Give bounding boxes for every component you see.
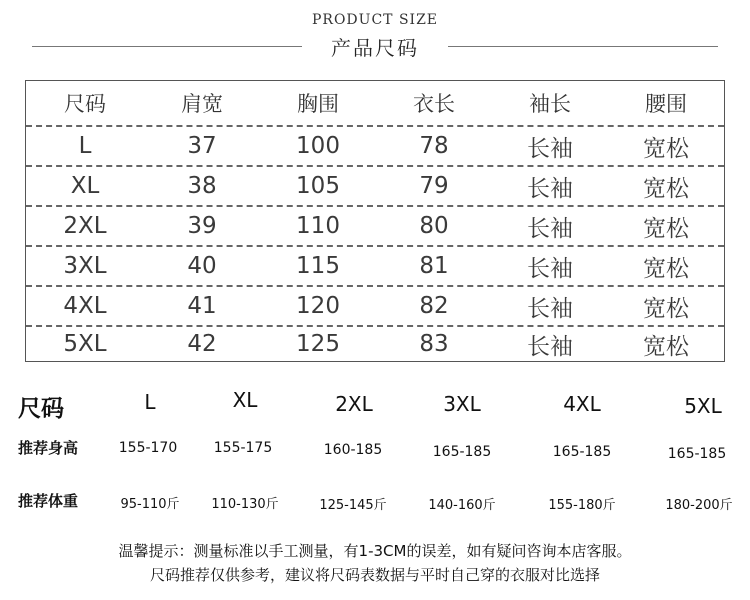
table-cell: 82	[419, 293, 449, 319]
table-cell: 100	[296, 133, 340, 159]
table-cell: XL	[70, 173, 100, 199]
header-title-en: PRODUCT SIZE	[311, 12, 439, 28]
height-value: 155-170	[118, 440, 178, 456]
table-row	[26, 327, 724, 361]
table-cell: 83	[419, 331, 449, 357]
height-label: 推荐身高	[18, 439, 79, 457]
weight-value: 125-145斤	[319, 498, 387, 513]
table-cell: 长袖	[527, 333, 573, 360]
weight-value: 110-130斤	[211, 497, 279, 512]
weight-value: 140-160斤	[428, 498, 496, 513]
table-row	[26, 247, 724, 285]
table-cell: 3XL	[63, 253, 107, 279]
column-header: 衣长	[413, 92, 455, 116]
table-cell: 110	[296, 213, 340, 239]
table-cell: 40	[187, 253, 217, 279]
table-cell: 长袖	[527, 255, 573, 282]
table-cell: 80	[419, 213, 449, 239]
table-cell: 宽松	[643, 135, 689, 162]
table-cell: 长袖	[527, 295, 573, 322]
weight-value: 155-180斤	[548, 498, 616, 513]
table-cell: 2XL	[63, 213, 107, 239]
table-cell: L	[78, 133, 92, 159]
notice-line-1: 温馨提示：测量标准以手工测量，有1-3CM的误差，如有疑问咨询本店客服。	[118, 542, 632, 560]
size-recommendation	[0, 378, 750, 518]
size-table	[25, 80, 725, 362]
header-divider-right	[448, 46, 718, 47]
column-header: 肩宽	[181, 92, 223, 116]
table-cell: 78	[419, 133, 449, 159]
table-cell: 37	[187, 133, 217, 159]
table-cell: 宽松	[643, 295, 689, 322]
table-cell: 长袖	[527, 175, 573, 202]
height-value: 165-185	[432, 444, 492, 460]
table-cell: 宽松	[643, 333, 689, 360]
table-cell: 42	[187, 331, 217, 357]
size-value: 4XL	[563, 392, 601, 416]
weight-label: 推荐体重	[18, 492, 79, 510]
table-cell: 宽松	[643, 215, 689, 242]
notice-line-2: 尺码推荐仅供参考，建议将尺码表数据与平时自己穿的衣服对比选择	[149, 566, 600, 584]
table-cell: 4XL	[63, 293, 107, 319]
table-cell: 38	[187, 173, 217, 199]
size-value: 5XL	[684, 394, 722, 418]
table-cell: 长袖	[527, 215, 573, 242]
header-title-cn: 产品尺码	[331, 36, 419, 60]
table-cell: 81	[419, 253, 449, 279]
table-row	[26, 207, 724, 245]
column-header: 尺码	[64, 92, 106, 116]
height-value: 165-185	[667, 446, 727, 462]
table-cell: 115	[296, 253, 340, 279]
size-value: L	[144, 390, 156, 414]
table-header-row	[26, 81, 724, 125]
table-cell: 长袖	[527, 135, 573, 162]
column-header: 腰围	[645, 92, 687, 116]
table-cell: 39	[187, 213, 217, 239]
height-value: 160-185	[323, 442, 383, 458]
height-value: 155-175	[213, 440, 273, 456]
header-divider-left	[32, 46, 302, 47]
table-cell: 120	[296, 293, 340, 319]
weight-value: 95-110斤	[120, 497, 180, 512]
table-cell: 宽松	[643, 255, 689, 282]
size-value: 2XL	[335, 392, 373, 416]
height-value: 165-185	[552, 444, 612, 460]
table-cell: 5XL	[63, 331, 107, 357]
table-row	[26, 127, 724, 165]
weight-value: 180-200斤	[665, 498, 733, 513]
table-cell: 41	[187, 293, 217, 319]
table-row	[26, 167, 724, 205]
table-cell: 125	[296, 331, 340, 357]
column-header: 胸围	[297, 92, 339, 116]
size-value: XL	[232, 388, 258, 412]
table-cell: 宽松	[643, 175, 689, 202]
table-cell: 105	[296, 173, 340, 199]
table-row	[26, 287, 724, 325]
column-header: 袖长	[529, 92, 571, 116]
size-value: 3XL	[443, 392, 481, 416]
table-cell: 79	[419, 173, 449, 199]
size-label: 尺码	[18, 396, 64, 422]
